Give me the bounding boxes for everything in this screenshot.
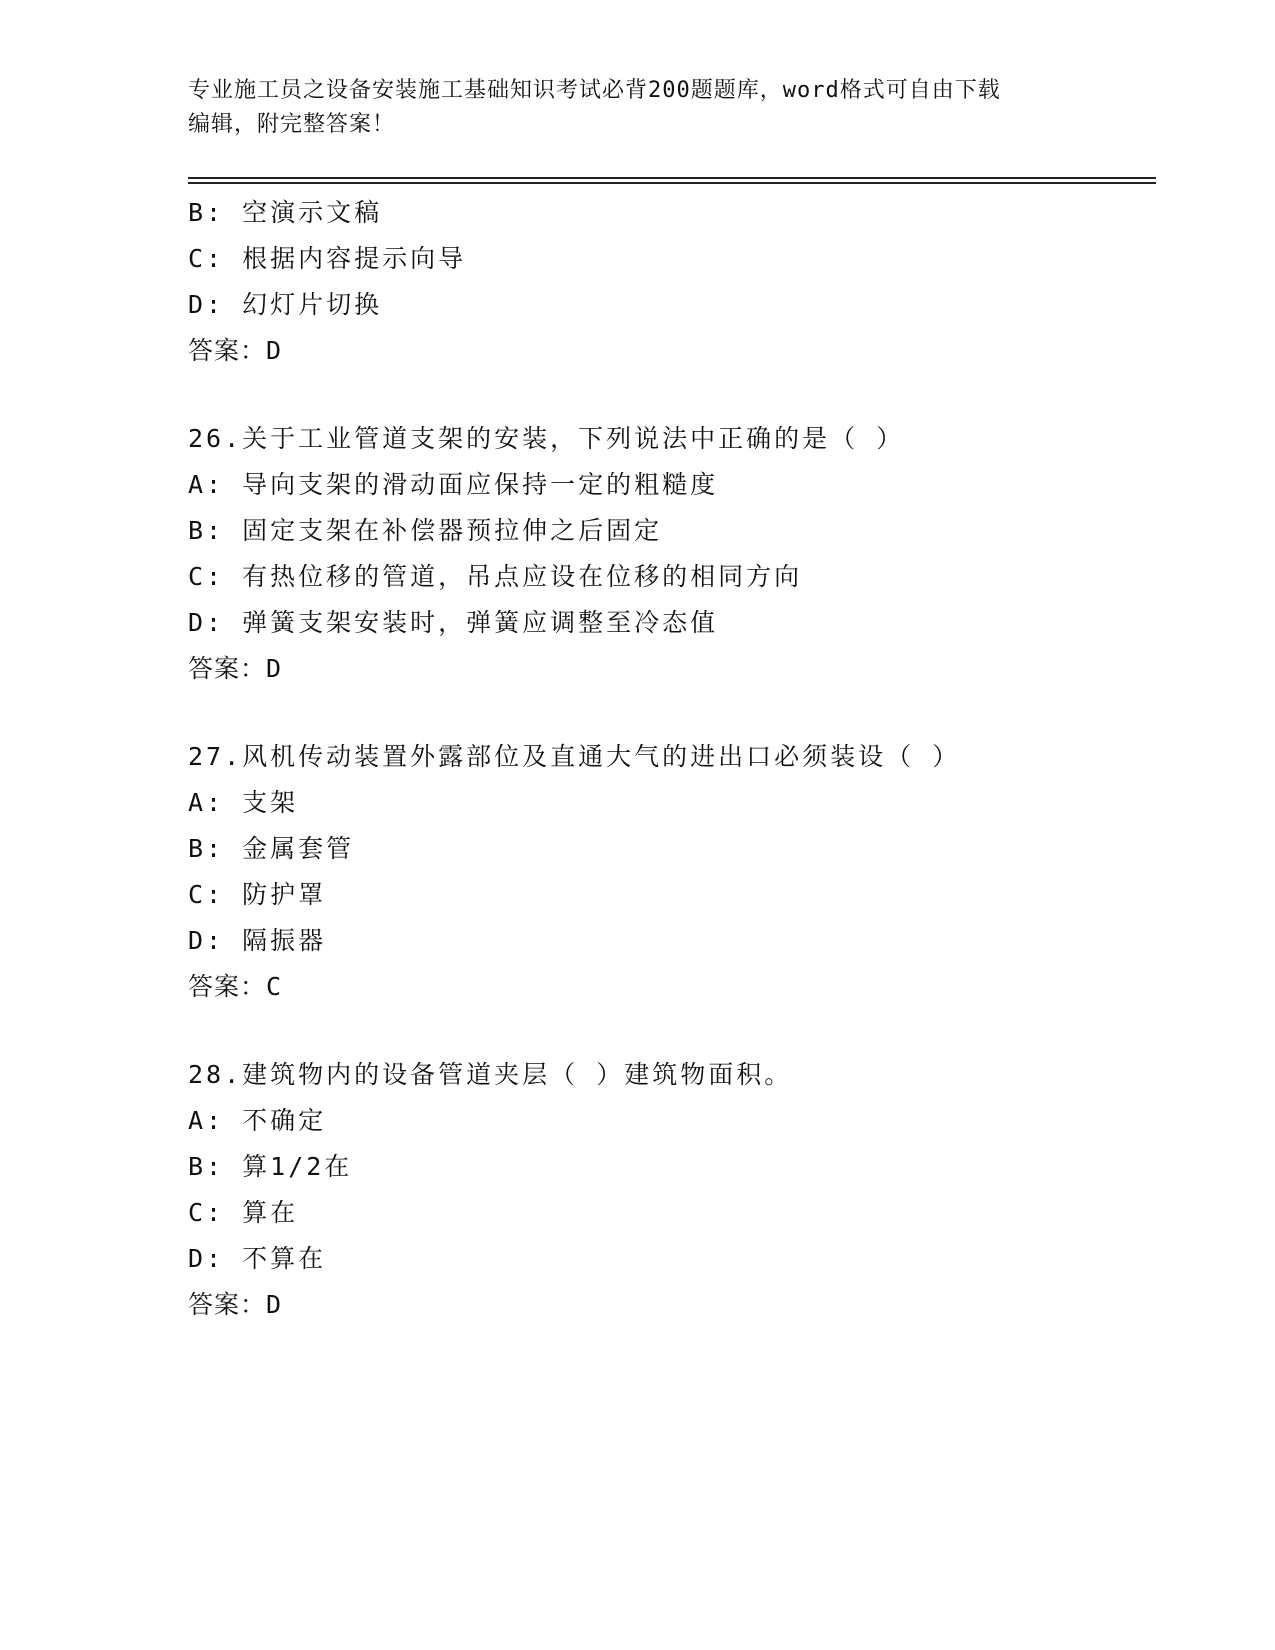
answer-line (188, 1282, 1148, 1328)
option-c: C: 根据内容提示向导 (188, 244, 467, 273)
answer-value: D (266, 654, 283, 683)
option-b: B: 金属套管 (188, 834, 355, 863)
answer-line (188, 646, 1148, 692)
answer-label: 答案： (188, 1290, 267, 1319)
header-divider-top (188, 177, 1156, 179)
header-title-line-1: 专业施工员之设备安装施工基础知识考试必背200题题库，word格式可自由下载 (188, 78, 1001, 103)
option-c: C: 算在 (188, 1198, 299, 1227)
question-stem: 26.关于工业管道支架的安装，下列说法中正确的是（ ） (188, 424, 905, 453)
option-b: B: 固定支架在补偿器预拉伸之后固定 (188, 516, 663, 545)
question-block-continued (188, 190, 1148, 374)
option-c: C: 防护罩 (188, 880, 327, 909)
spacer (188, 692, 1148, 734)
answer-label: 答案： (188, 654, 267, 683)
question-block-27 (188, 734, 1148, 1010)
answer-line (188, 328, 1148, 374)
option-d: D: 幻灯片切换 (188, 290, 383, 319)
question-block-28 (188, 1052, 1148, 1328)
question-stem: 27.风机传动装置外露部位及直通大气的进出口必须装设（ ） (188, 742, 961, 771)
option-a: A: 不确定 (188, 1106, 327, 1135)
question-block-26 (188, 416, 1148, 692)
option-b: B: 空演示文稿 (188, 198, 383, 227)
option-a: A: 导向支架的滑动面应保持一定的粗糙度 (188, 470, 719, 499)
option-d: D: 弹簧支架安装时，弹簧应调整至冷态值 (188, 608, 719, 637)
answer-line (188, 964, 1148, 1010)
option-b: B: 算1/2在 (188, 1152, 353, 1181)
answer-value: D (266, 1290, 283, 1319)
header-divider-bottom (188, 182, 1156, 184)
header-title-line-2: 编辑，附完整答案！ (188, 112, 396, 137)
answer-label: 答案： (188, 336, 267, 365)
option-d: D: 隔振器 (188, 926, 327, 955)
answer-value: C (266, 972, 283, 1001)
question-list (188, 190, 1148, 1328)
option-d: D: 不算在 (188, 1244, 327, 1273)
answer-value: D (266, 336, 283, 365)
document-header (188, 74, 1088, 142)
spacer (188, 374, 1148, 416)
question-stem: 28.建筑物内的设备管道夹层（ ）建筑物面积。 (188, 1060, 793, 1089)
answer-label: 答案： (188, 972, 267, 1001)
spacer (188, 1010, 1148, 1052)
option-a: A: 支架 (188, 788, 299, 817)
option-c: C: 有热位移的管道，吊点应设在位移的相同方向 (188, 562, 803, 591)
